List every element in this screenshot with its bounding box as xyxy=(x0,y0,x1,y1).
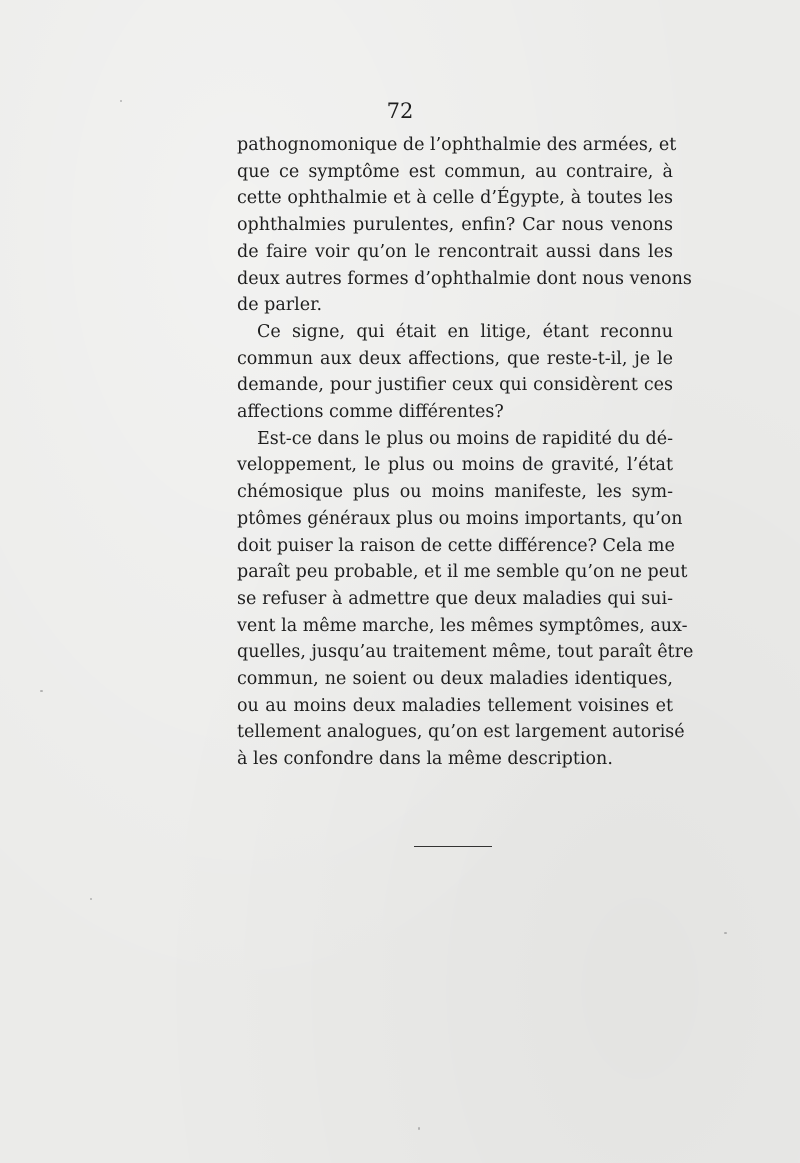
text-line: ophthalmies purulentes, enfin? Car nous venons xyxy=(237,215,673,236)
text-line: commun aux deux affections, que reste-t-il, je le xyxy=(237,348,673,369)
text-line: deux autres formes d’ophthalmie dont nous venons xyxy=(237,268,692,289)
text-line: demande, pour justifier ceux qui considèrent ces xyxy=(237,375,673,396)
text-line: veloppement, le plus ou moins de gravité, l’état xyxy=(237,455,673,476)
text-line: pathognomonique de l’ophthalmie des armées, et xyxy=(237,135,677,155)
paper-speck xyxy=(120,100,122,102)
text-line: de parler. xyxy=(237,295,323,316)
text-line: chémosique plus ou moins manifeste, les sym- xyxy=(237,482,673,503)
text-line: commun, ne soient ou deux maladies identiques, xyxy=(237,669,673,690)
paper-speck xyxy=(90,898,92,900)
paper-speck xyxy=(418,1127,420,1130)
text-line: se refuser à admettre que deux maladies qui sui- xyxy=(237,588,673,609)
paper-speck xyxy=(40,690,43,692)
text-line: Est-ce dans le plus ou moins de rapidité du dé- xyxy=(257,428,673,449)
page-number: 72 xyxy=(386,99,414,123)
text-line: que ce symptôme est commun, au contraire, à xyxy=(237,161,673,182)
text-line: de faire voir qu’on le rencontrait aussi dans les xyxy=(237,241,673,262)
section-divider xyxy=(414,846,492,847)
text-line: doit puiser la raison de cette différence? Cela me xyxy=(237,535,675,556)
text-line: quelles, jusqu’au traitement même, tout paraît être xyxy=(237,642,694,663)
text-line: affections comme différentes? xyxy=(237,402,504,423)
text-line: tellement analogues, qu’on est largement autorisé xyxy=(237,722,685,743)
text-line: paraît peu probable, et il me semble qu’on ne peut xyxy=(237,562,688,583)
text-line: ou au moins deux maladies tellement voisines et xyxy=(237,695,673,716)
text-line: vent la même marche, les mêmes symptômes, aux- xyxy=(237,615,688,636)
text-line: à les confondre dans la même description. xyxy=(237,749,613,770)
text-line: ptômes généraux plus ou moins importants, qu’on xyxy=(237,508,683,529)
text-line: Ce signe, qui était en litige, étant reconnu xyxy=(257,321,673,342)
paper-speck xyxy=(724,932,727,934)
text-line: cette ophthalmie et à celle d’Égypte, à toutes les xyxy=(237,188,673,209)
body-text xyxy=(237,132,694,773)
